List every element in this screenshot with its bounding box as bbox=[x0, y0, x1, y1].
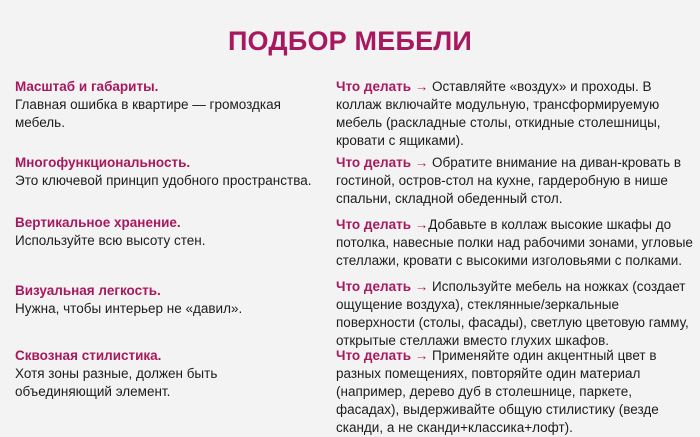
tip-description: Хотя зоны разные, должен быть объединяющий элемент. bbox=[15, 366, 218, 399]
tip-description: Нужна, чтобы интерьер не «давил». bbox=[15, 301, 243, 316]
action-text: Применяйте один акцентный цвет в разных помещениях, повторяйте один материал (например, дерево дуб в столешнице, паркете, фасадах), выдерживайте общую стилистику (везде сканди, а не сканди+классика+лофт). bbox=[336, 348, 659, 435]
tip-heading: Многофункциональность. bbox=[15, 155, 191, 170]
tip-heading: Вертикальное хранение. bbox=[15, 215, 181, 230]
tip-left-column bbox=[15, 78, 315, 132]
action-label: Что делать → bbox=[336, 348, 429, 363]
tip-action bbox=[336, 216, 696, 270]
tip-action bbox=[336, 154, 696, 208]
tip-heading: Сквозная стилистика. bbox=[15, 348, 162, 363]
tip-action bbox=[336, 278, 696, 350]
tip-left-column bbox=[15, 154, 315, 190]
tip-action bbox=[336, 347, 696, 437]
tip-heading: Визуальная легкость. bbox=[15, 283, 161, 298]
page-title: ПОДБОР МЕБЕЛИ bbox=[227, 26, 473, 56]
tip-heading: Масштаб и габариты. bbox=[15, 79, 159, 94]
action-text: Используйте мебель на ножках (создает ощущение воздуха), стеклянные/зеркальные поверхности (столы, фасады), светлую цветовую гамму, открытые стеллажи вместо глухих шкафов. bbox=[336, 279, 689, 348]
action-text: Добавьте в коллаж высокие шкафы до потолка, навесные полки над рабочими зонами, угловые стеллажи, кровати с высокими изголовьями с полками. bbox=[336, 217, 693, 268]
tip-description: Используйте всю высоту стен. bbox=[15, 233, 206, 248]
action-text: Оставляйте «воздух» и проходы. В коллаж включайте модульную, трансформируемую мебель (раскладные столы, откидные столешницы, кровати с ящиками). bbox=[336, 79, 661, 148]
tip-left-column bbox=[15, 214, 315, 250]
action-label: Что делать → bbox=[336, 217, 429, 232]
action-label: Что делать → bbox=[336, 155, 429, 170]
tip-left-column bbox=[15, 282, 315, 318]
tip-action bbox=[336, 78, 696, 150]
tip-description: Это ключевой принцип удобного пространства. bbox=[15, 173, 312, 188]
tip-left-column bbox=[15, 347, 315, 401]
action-label: Что делать → bbox=[336, 279, 429, 294]
action-text: Обратите внимание на диван-кровать в гостиной, остров-стол на кухне, гардеробную в нише спальни, складной обеденный стол. bbox=[336, 155, 682, 206]
action-label: Что делать → bbox=[336, 79, 429, 94]
tip-description: Главная ошибка в квартире — громоздкая мебель. bbox=[15, 97, 281, 130]
